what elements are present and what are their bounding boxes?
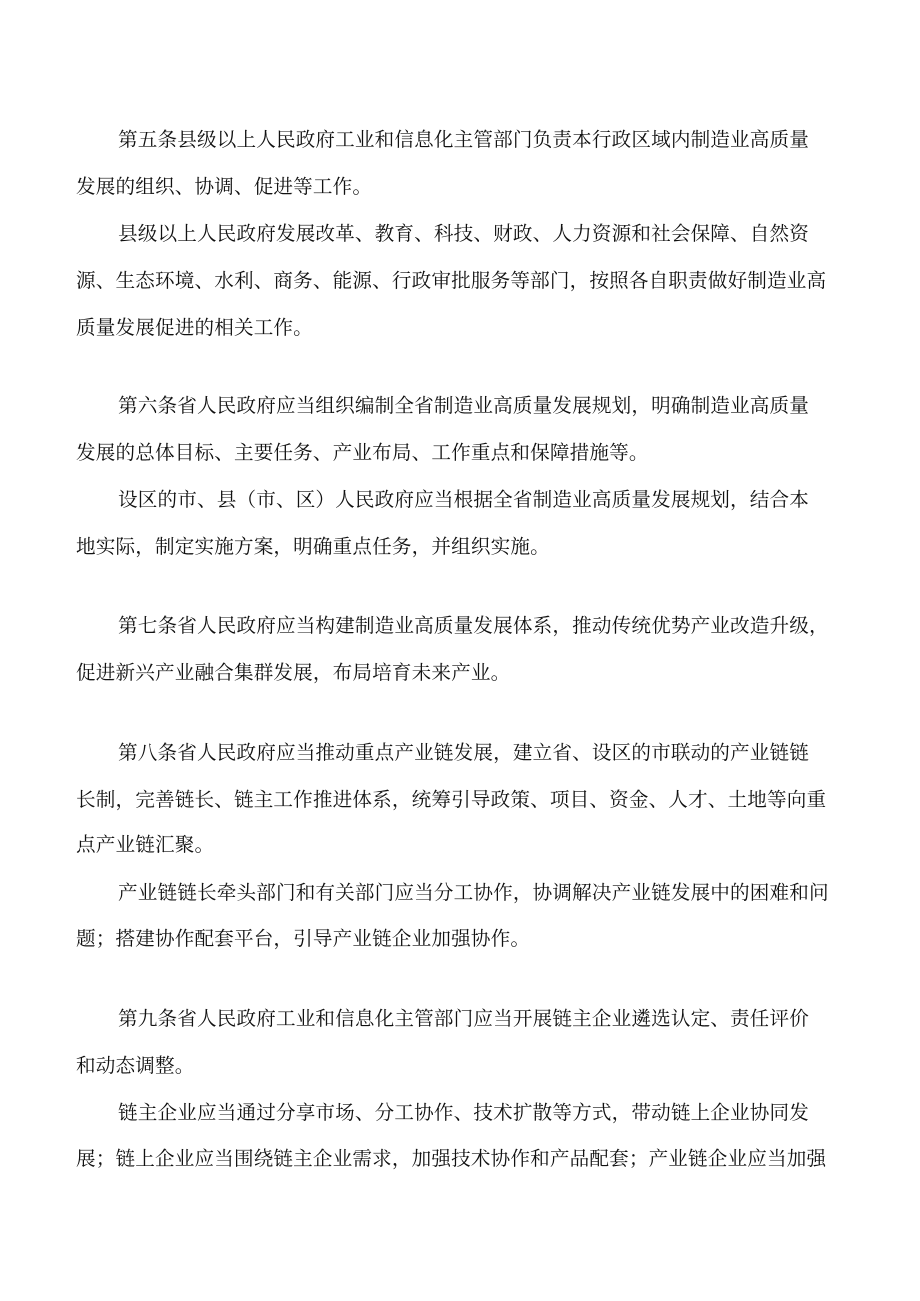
article-8-p1-line-2: 长制，完善链长、链主工作推进体系，统筹引导政策、项目、资金、人才、土地等向重 — [76, 788, 827, 811]
article-5-p2-line-3: 质量发展促进的相关工作。 — [76, 316, 313, 339]
article-9-p1-line-1: 第九条省人民政府工业和信息化主管部门应当开展链主企业遴选认定、责任评价 — [118, 1007, 810, 1030]
article-8-p2-line-2: 题；搭建协作配套平台，引导产业链企业加强协作。 — [76, 927, 531, 950]
article-9-p1-line-2: 和动态调整。 — [76, 1054, 195, 1077]
article-8-p1-line-3: 点产业链汇聚。 — [76, 833, 215, 856]
article-8-p1-line-1: 第八条省人民政府应当推动重点产业链发展，建立省、设区的市联动的产业链链 — [118, 741, 810, 764]
article-6-p1-line-1: 第六条省人民政府应当组织编制全省制造业高质量发展规划，明确制造业高质量 — [118, 394, 810, 417]
article-6-p2-line-2: 地实际，制定实施方案，明确重点任务，并组织实施。 — [76, 535, 550, 558]
article-5-p2-line-1: 县级以上人民政府发展改革、教育、科技、财政、人力资源和社会保障、自然资 — [118, 222, 810, 245]
article-6-p2-line-1: 设区的市、县（市、区）人民政府应当根据全省制造业高质量发展规划，结合本 — [118, 488, 810, 511]
article-6-p1-line-2: 发展的总体目标、主要任务、产业布局、工作重点和保障措施等。 — [76, 441, 649, 464]
article-9-p2-line-2: 展；链上企业应当围绕链主企业需求，加强技术协作和产品配套；产业链企业应当加强 — [76, 1147, 827, 1170]
article-7-p1-line-2: 促进新兴产业融合集群发展，布局培育未来产业。 — [76, 661, 511, 684]
article-7-p1-line-1: 第七条省人民政府应当构建制造业高质量发展体系，推动传统优势产业改造升级， — [118, 614, 829, 637]
article-9-p2-line-1: 链主企业应当通过分享市场、分工协作、技术扩散等方式，带动链上企业协同发 — [118, 1101, 810, 1124]
article-5-p2-line-2: 源、生态环境、水利、商务、能源、行政审批服务等部门，按照各自职责做好制造业高 — [76, 269, 827, 292]
article-5-p1-line-1: 第五条县级以上人民政府工业和信息化主管部门负责本行政区域内制造业高质量 — [118, 128, 810, 151]
article-8-p2-line-1: 产业链链长牵头部门和有关部门应当分工协作，协调解决产业链发展中的困难和问 — [118, 881, 829, 904]
article-5-p1-line-2: 发展的组织、协调、促进等工作。 — [76, 175, 373, 198]
